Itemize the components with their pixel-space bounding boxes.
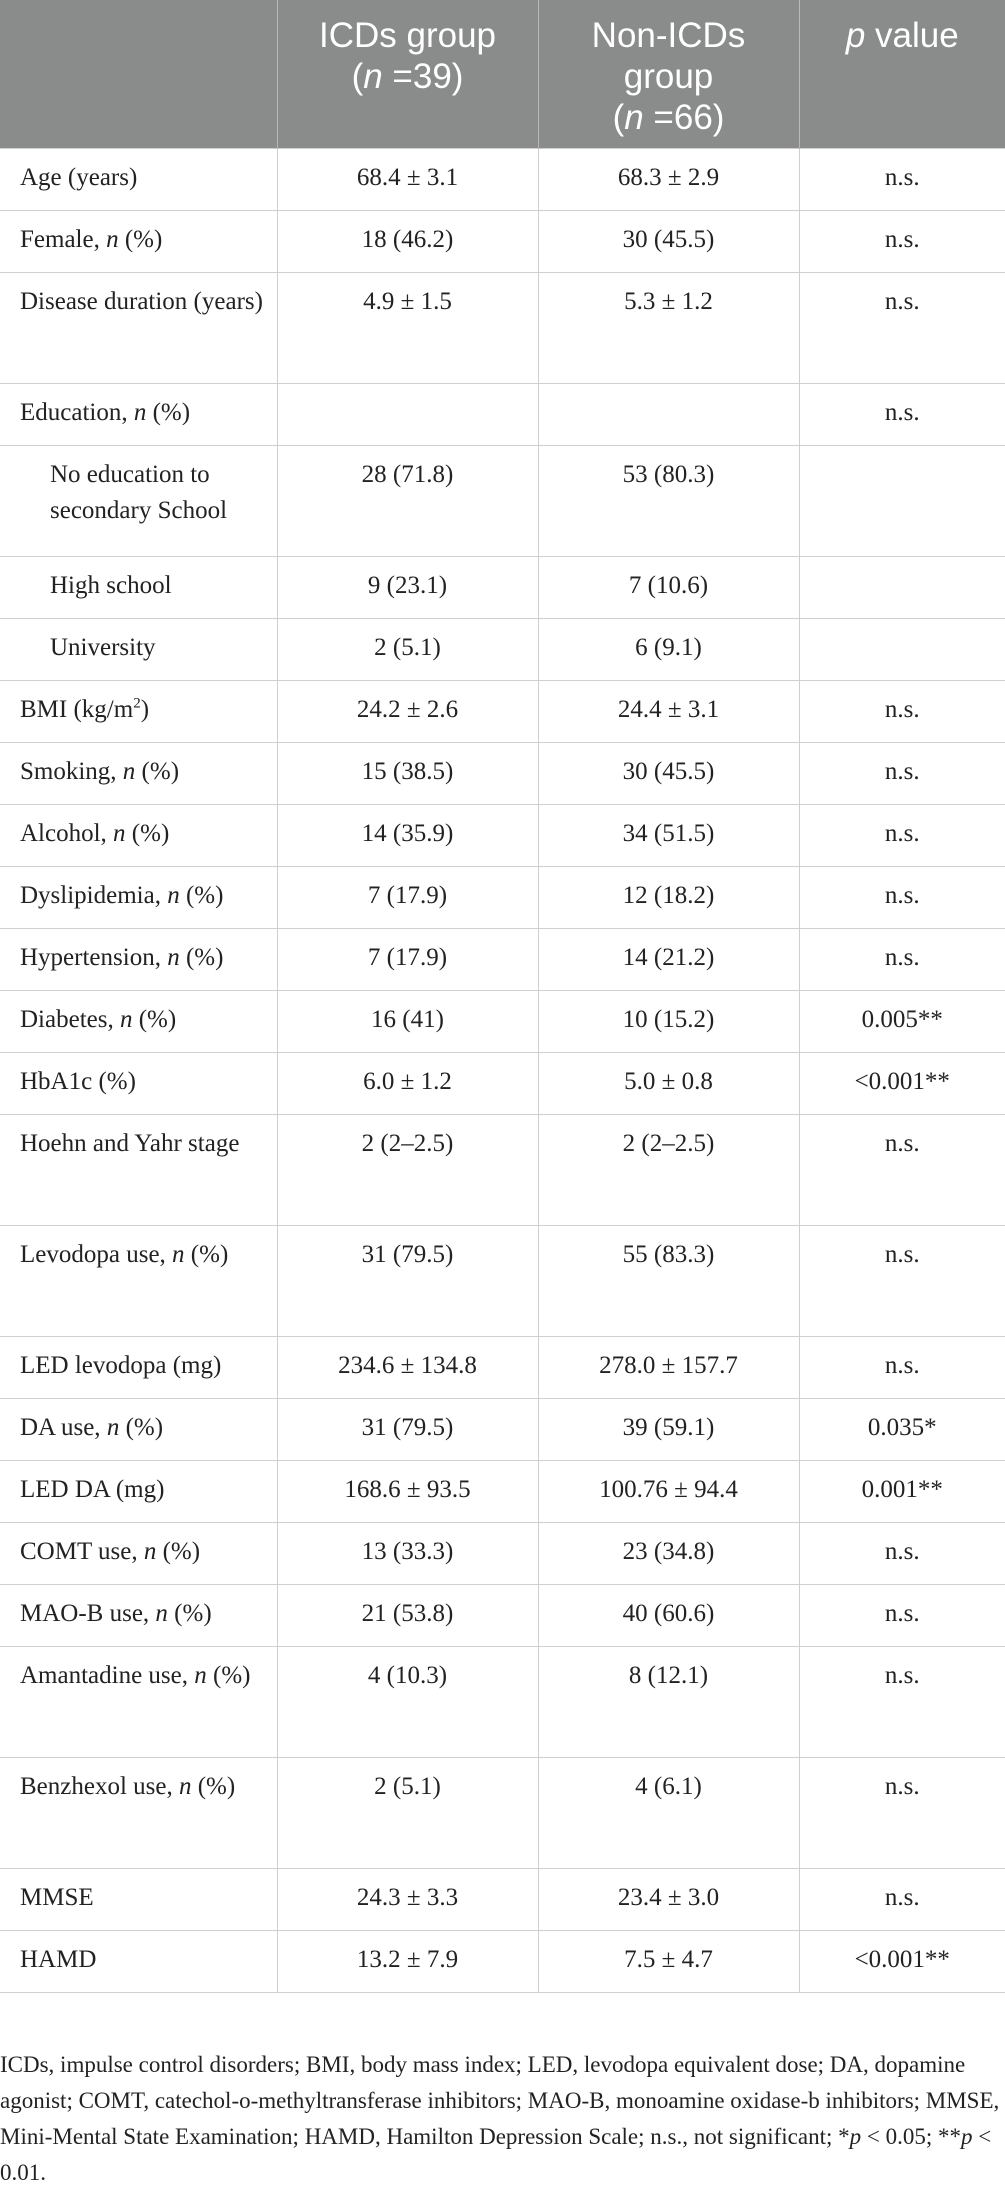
row-label: Levodopa use, n (%) (0, 1226, 277, 1337)
icds-value: 6.0 ± 1.2 (277, 1053, 538, 1115)
p-value: <0.001** (799, 1053, 1005, 1115)
table-row (0, 805, 1005, 867)
table-row (0, 1337, 1005, 1399)
non-icds-value: 7 (10.6) (538, 557, 799, 619)
p-value: 0.035* (799, 1399, 1005, 1461)
non-icds-value: 12 (18.2) (538, 867, 799, 929)
header-icds-n: (n =39) (351, 57, 464, 96)
p-value: n.s. (799, 211, 1005, 273)
non-icds-value: 55 (83.3) (538, 1226, 799, 1337)
icds-value: 2 (2–2.5) (277, 1115, 538, 1226)
p-value: n.s. (799, 273, 1005, 384)
non-icds-value: 10 (15.2) (538, 991, 799, 1053)
non-icds-value: 6 (9.1) (538, 619, 799, 681)
non-icds-value: 24.4 ± 3.1 (538, 681, 799, 743)
header-row (0, 0, 1005, 149)
row-label: Disease duration (years) (0, 273, 277, 384)
row-label: LED DA (mg) (0, 1461, 277, 1523)
p-value: n.s. (799, 1585, 1005, 1647)
table-row (0, 681, 1005, 743)
p-value (799, 619, 1005, 681)
row-label: MMSE (0, 1869, 277, 1931)
header-blank (0, 0, 277, 149)
row-label: MAO-B use, n (%) (0, 1585, 277, 1647)
non-icds-value: 5.3 ± 1.2 (538, 273, 799, 384)
row-label: Diabetes, n (%) (0, 991, 277, 1053)
row-label: HbA1c (%) (0, 1053, 277, 1115)
non-icds-value: 34 (51.5) (538, 805, 799, 867)
header-non-icds-group (538, 0, 799, 149)
header-p-value: p value (799, 0, 1005, 149)
non-icds-value (538, 384, 799, 446)
non-icds-value: 100.76 ± 94.4 (538, 1461, 799, 1523)
table-row (0, 1053, 1005, 1115)
non-icds-value: 39 (59.1) (538, 1399, 799, 1461)
non-icds-value: 53 (80.3) (538, 446, 799, 557)
table-footnote: ICDs, impulse control disorders; BMI, body mass index; LED, levodopa equivalent dose; DA, dopamine agonist; COMT, catechol-o-methyltransferase inhibitors; MAO-B, monoamine oxidase-b inhibitors; MMSE, Mini-Mental State Examination; HAMD, Hamilton Depression Scale; n.s., not significant; *p < 0.05; **p < 0.01. (0, 2052, 1000, 2185)
p-value: n.s. (799, 1869, 1005, 1931)
table-row (0, 273, 1005, 384)
icds-value: 31 (79.5) (277, 1399, 538, 1461)
table-row (0, 929, 1005, 991)
p-value: n.s. (799, 929, 1005, 991)
icds-value: 2 (5.1) (277, 619, 538, 681)
header-non-icds-n: (n =66) (612, 98, 725, 137)
p-value: n.s. (799, 867, 1005, 929)
p-value: n.s. (799, 1758, 1005, 1869)
row-label: Dyslipidemia, n (%) (0, 867, 277, 929)
non-icds-value: 2 (2–2.5) (538, 1115, 799, 1226)
row-label: Hypertension, n (%) (0, 929, 277, 991)
row-label: LED levodopa (mg) (0, 1337, 277, 1399)
icds-value: 68.4 ± 3.1 (277, 149, 538, 211)
non-icds-value: 68.3 ± 2.9 (538, 149, 799, 211)
header-icds-group (277, 0, 538, 149)
p-value: n.s. (799, 805, 1005, 867)
row-label: Female, n (%) (0, 211, 277, 273)
icds-value: 2 (5.1) (277, 1758, 538, 1869)
header-non-icds-title-1: Non-ICDs (591, 16, 746, 55)
icds-value: 24.3 ± 3.3 (277, 1869, 538, 1931)
icds-value: 9 (23.1) (277, 557, 538, 619)
table-row (0, 1399, 1005, 1461)
table-row (0, 149, 1005, 211)
icds-value: 15 (38.5) (277, 743, 538, 805)
non-icds-value: 23.4 ± 3.0 (538, 1869, 799, 1931)
icds-value: 168.6 ± 93.5 (277, 1461, 538, 1523)
icds-value: 234.6 ± 134.8 (277, 1337, 538, 1399)
row-label: Benzhexol use, n (%) (0, 1758, 277, 1869)
non-icds-value: 40 (60.6) (538, 1585, 799, 1647)
table-body (0, 149, 1005, 1993)
table-row (0, 1869, 1005, 1931)
icds-value: 4 (10.3) (277, 1647, 538, 1758)
icds-value: 4.9 ± 1.5 (277, 273, 538, 384)
non-icds-value: 8 (12.1) (538, 1647, 799, 1758)
table-row (0, 743, 1005, 805)
p-value: n.s. (799, 1115, 1005, 1226)
p-value: n.s. (799, 1523, 1005, 1585)
table-row (0, 1585, 1005, 1647)
icds-value: 14 (35.9) (277, 805, 538, 867)
non-icds-value: 14 (21.2) (538, 929, 799, 991)
non-icds-value: 5.0 ± 0.8 (538, 1053, 799, 1115)
icds-value: 13.2 ± 7.9 (277, 1931, 538, 1993)
row-label: Age (years) (0, 149, 277, 211)
table-row (0, 1931, 1005, 1993)
p-value: n.s. (799, 1647, 1005, 1758)
row-label: Education, n (%) (0, 384, 277, 446)
non-icds-value: 278.0 ± 157.7 (538, 1337, 799, 1399)
table-row (0, 557, 1005, 619)
table-row (0, 1523, 1005, 1585)
row-label: High school (0, 557, 277, 619)
p-value: 0.001** (799, 1461, 1005, 1523)
table-row (0, 619, 1005, 681)
table-row (0, 446, 1005, 557)
non-icds-value: 30 (45.5) (538, 743, 799, 805)
icds-value: 31 (79.5) (277, 1226, 538, 1337)
table-row (0, 211, 1005, 273)
row-label: DA use, n (%) (0, 1399, 277, 1461)
header-icds-title: ICDs group (318, 16, 497, 55)
table-row (0, 1647, 1005, 1758)
table-row (0, 1461, 1005, 1523)
table-row (0, 991, 1005, 1053)
icds-value: 7 (17.9) (277, 929, 538, 991)
row-label: Hoehn and Yahr stage (0, 1115, 277, 1226)
p-value (799, 446, 1005, 557)
p-value: n.s. (799, 1226, 1005, 1337)
row-label: BMI $(kg/m^2)$ (0, 681, 277, 743)
header-non-icds-title-2: group (623, 57, 714, 96)
table-row (0, 1758, 1005, 1869)
row-label: HAMD (0, 1931, 277, 1993)
p-value: n.s. (799, 743, 1005, 805)
row-label: COMT use, n (%) (0, 1523, 277, 1585)
p-value: n.s. (799, 384, 1005, 446)
row-label: Amantadine use, n (%) (0, 1647, 277, 1758)
table-row (0, 1226, 1005, 1337)
row-label: Smoking, n (%) (0, 743, 277, 805)
p-value (799, 557, 1005, 619)
icds-value: 18 (46.2) (277, 211, 538, 273)
icds-value (277, 384, 538, 446)
p-value: <0.001** (799, 1931, 1005, 1993)
icds-value: 16 (41) (277, 991, 538, 1053)
row-label: Alcohol, n (%) (0, 805, 277, 867)
table-row (0, 867, 1005, 929)
table-row (0, 384, 1005, 446)
p-value: n.s. (799, 149, 1005, 211)
icds-value: 7 (17.9) (277, 867, 538, 929)
non-icds-value: 7.5 ± 4.7 (538, 1931, 799, 1993)
icds-value: 21 (53.8) (277, 1585, 538, 1647)
table-row (0, 1115, 1005, 1226)
p-value: 0.005** (799, 991, 1005, 1053)
icds-value: 24.2 ± 2.6 (277, 681, 538, 743)
non-icds-value: 4 (6.1) (538, 1758, 799, 1869)
icds-value: 28 (71.8) (277, 446, 538, 557)
icds-value: 13 (33.3) (277, 1523, 538, 1585)
non-icds-value: 23 (34.8) (538, 1523, 799, 1585)
p-value: n.s. (799, 681, 1005, 743)
non-icds-value: 30 (45.5) (538, 211, 799, 273)
row-label: No education to secondary School (0, 446, 277, 557)
row-label: University (0, 619, 277, 681)
p-value: n.s. (799, 1337, 1005, 1399)
